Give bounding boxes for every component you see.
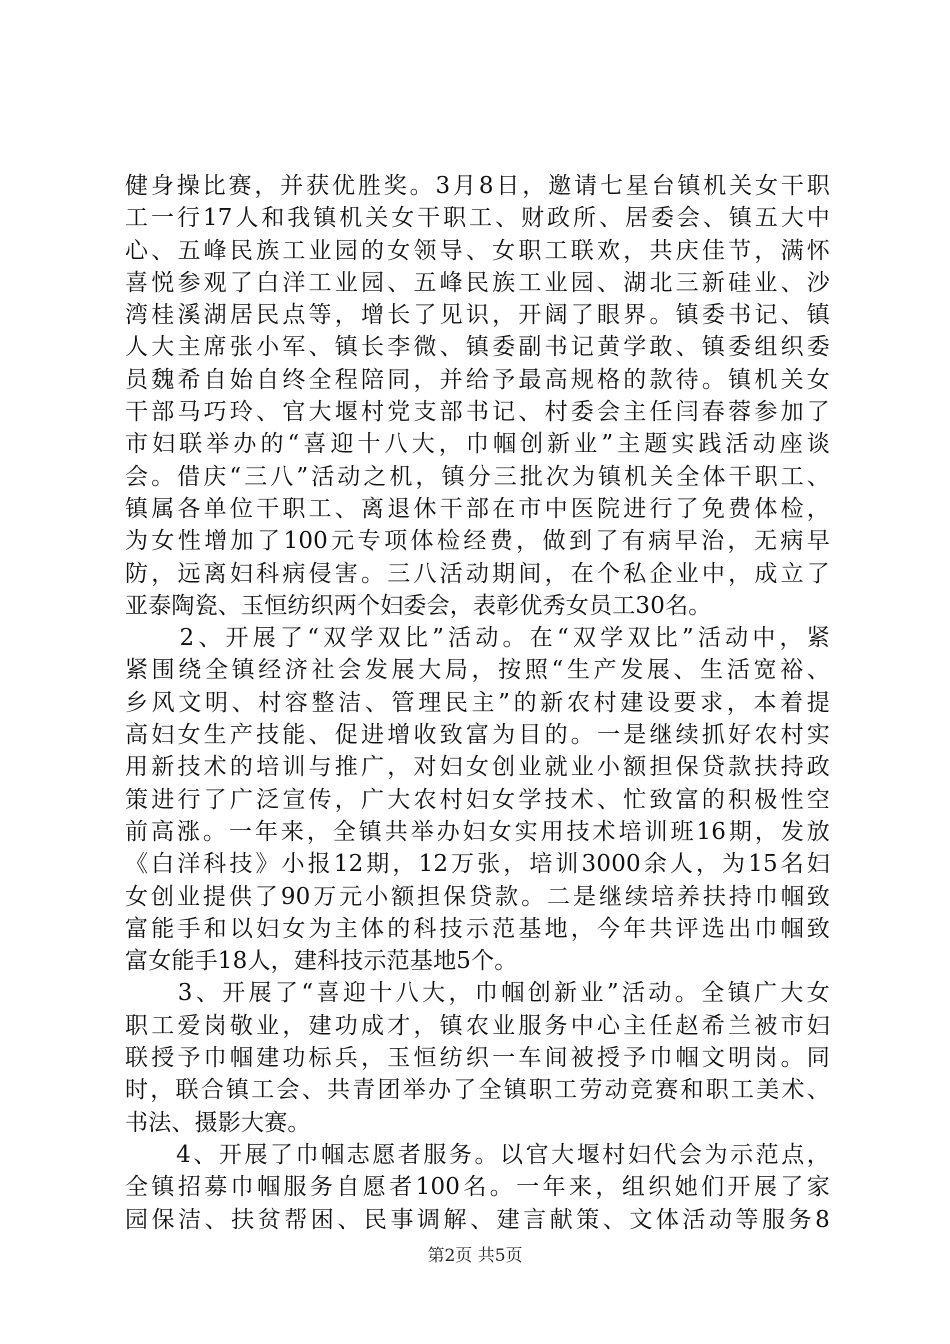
page-footer xyxy=(0,1245,950,1267)
text-line: 富女能手18人，建科技示范基地5个。 xyxy=(125,948,518,975)
text-line: 全镇招募巾帼服务自愿者100名。一年来，组织她们开展了家 xyxy=(125,1174,830,1201)
text-line: 人大主席张小军、镇长李微、镇委副书记黄学敢、镇委组织委 xyxy=(125,334,830,361)
text-line: 员魏希自始自终全程陪同，并给予最高规格的款待。镇机关女 xyxy=(125,366,830,393)
text-line: 防，远离妇科病侵害。三八活动期间，在个私企业中，成立了 xyxy=(125,560,830,587)
text-line: 喜悦参观了白洋工业园、五峰民族工业园、湖北三新硅业、沙 xyxy=(125,269,830,296)
text-line: 园保洁、扶贫帮困、民事调解、建言献策、文体活动等服务8 xyxy=(125,1206,830,1233)
text-line: 湾桂溪湖居民点等，增长了见识，开阔了眼界。镇委书记、镇 xyxy=(125,302,830,329)
text-line: 女创业提供了90万元小额担保贷款。二是继续培养扶持巾帼致 xyxy=(125,883,830,910)
text-line: 前高涨。一年来，全镇共举办妇女实用技术培训班16期，发放 xyxy=(125,818,830,845)
text-line: 职工爱岗敬业，建功成才，镇农业服务中心主任赵希兰被市妇 xyxy=(125,1012,830,1039)
text-line: 市妇联举办的“喜迎十八大，巾帼创新业”主题实践活动座谈 xyxy=(125,431,830,458)
text-line: 2、开展了“双学双比”活动。在“双学双比”活动中，紧 xyxy=(125,625,830,652)
document-body xyxy=(125,170,830,1236)
text-line: 心、五峰民族工业园的女领导、女职工联欢，共庆佳节，满怀 xyxy=(125,237,830,264)
text-line: 为女性增加了100元专项体检经费，做到了有病早治，无病早 xyxy=(125,528,830,555)
text-line: 紧围绕全镇经济社会发展大局，按照“生产发展、生活宽裕、 xyxy=(125,657,830,684)
text-line: 会。借庆“三八”活动之机，镇分三批次为镇机关全体干职工、 xyxy=(125,463,830,490)
text-line: 乡风文明、村容整洁、管理民主”的新农村建设要求，本着提 xyxy=(125,689,830,716)
text-line: 时，联合镇工会、共青团举办了全镇职工劳动竞赛和职工美术、 xyxy=(125,1077,830,1104)
text-line: 《白洋科技》小报12期，12万张，培训3000余人，为15名妇 xyxy=(125,851,830,878)
text-line: 工一行17人和我镇机关女干职工、财政所、居委会、镇五大中 xyxy=(125,205,830,232)
text-line: 富能手和以妇女为主体的科技示范基地，今年共评选出巾帼致 xyxy=(125,915,830,942)
page-number: 第2页 共5页 xyxy=(427,1246,523,1266)
text-line: 联授予巾帼建功标兵，玉恒纺织一车间被授予巾帼文明岗。同 xyxy=(125,1045,830,1072)
text-line: 用新技术的培训与推广，对妇女创业就业小额担保贷款扶持政 xyxy=(125,754,830,781)
text-line: 书法、摄影大赛。 xyxy=(125,1109,311,1136)
text-line: 干部马巧玲、官大堰村党支部书记、村委会主任闫春蓉参加了 xyxy=(125,399,830,426)
text-line: 亚泰陶瓷、玉恒纺织两个妇委会，表彰优秀女员工30名。 xyxy=(125,592,712,619)
text-line: 镇属各单位干职工、离退休干部在市中医院进行了免费体检， xyxy=(125,495,830,522)
text-line: 4、开展了巾帼志愿者服务。以官大堰村妇代会为示范点， xyxy=(125,1141,830,1168)
text-line: 3、开展了“喜迎十八大，巾帼创新业”活动。全镇广大女 xyxy=(125,980,830,1007)
text-line: 高妇女生产技能、促进增收致富为目的。一是继续抓好农村实 xyxy=(125,722,830,749)
text-line: 策进行了广泛宣传，广大农村妇女学技术、忙致富的积极性空 xyxy=(125,786,830,813)
text-line: 健身操比赛，并获优胜奖。3月8日，邀请七星台镇机关女干职 xyxy=(125,173,830,199)
